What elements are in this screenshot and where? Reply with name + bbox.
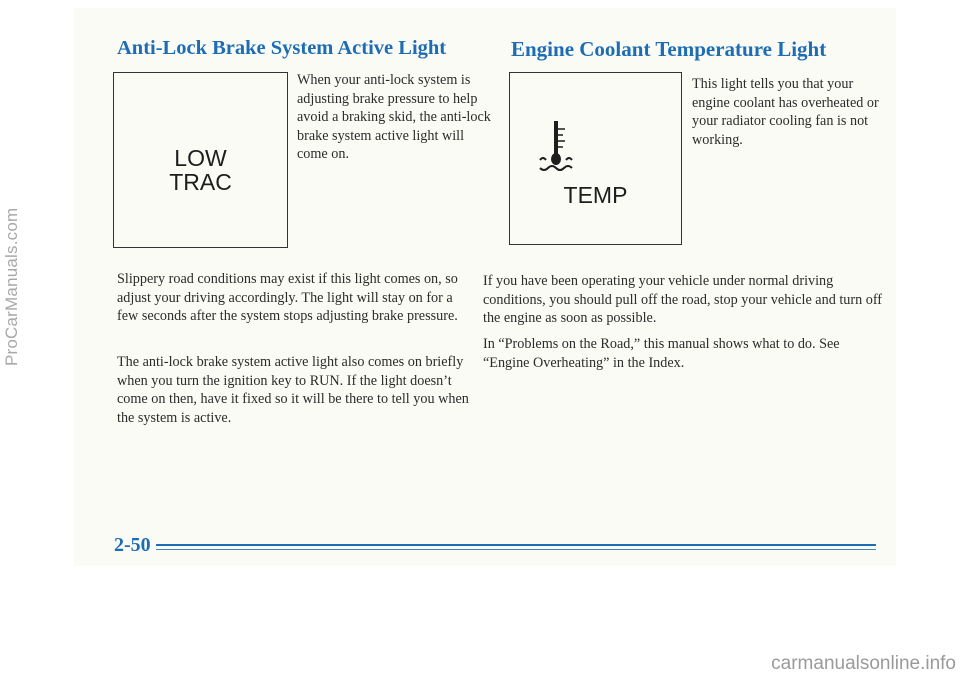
coolant-paragraph-1: If you have been operating your vehicle under normal driving conditions, you should pull off the road, stop your vehicle and turn off the engine as soon as possible. bbox=[483, 273, 883, 327]
abs-paragraph-1: Slippery road conditions may exist if this light comes on, so adjust your driving accordingly. The light will stay on for a few seconds after the system stops adjusting brake pressure. bbox=[117, 271, 458, 325]
indicator-text-low: LOW bbox=[174, 145, 227, 171]
coolant-paragraph-2: In “Problems on the Road,” this manual shows what to do. See “Engine Overheating” in the Index. bbox=[483, 336, 840, 371]
coolant-thermometer-icon bbox=[534, 115, 580, 181]
temp-indicator-box bbox=[509, 72, 682, 245]
low-trac-indicator-box bbox=[113, 72, 288, 248]
page-number: 2-50 bbox=[114, 534, 151, 556]
footer-rule-thin bbox=[156, 549, 876, 550]
abs-paragraph-2: The anti-lock brake system active light also comes on briefly when you turn the ignition key to RUN. If the light doesn’t come on then, have it fixed so it will be there to tell you when the system is active. bbox=[117, 354, 469, 426]
abs-active-light-heading: Anti-Lock Brake System Active Light bbox=[117, 37, 447, 59]
indicator-text-trac: TRAC bbox=[169, 169, 232, 195]
footer-rule bbox=[156, 544, 876, 546]
indicator-text-temp: TEMP bbox=[563, 182, 628, 208]
coolant-temp-light-heading: Engine Coolant Temperature Light bbox=[511, 37, 827, 61]
coolant-side-description: This light tells you that your engine coolant has overheated or your radiator cooling fan is not working. bbox=[692, 76, 879, 148]
abs-side-description: When your anti-lock system is adjusting brake pressure to help avoid a braking skid, the anti-lock brake system active light will come on. bbox=[297, 72, 491, 163]
footer-watermark: carmanualsonline.info bbox=[771, 653, 956, 674]
side-watermark: ProCarManuals.com bbox=[2, 207, 21, 367]
